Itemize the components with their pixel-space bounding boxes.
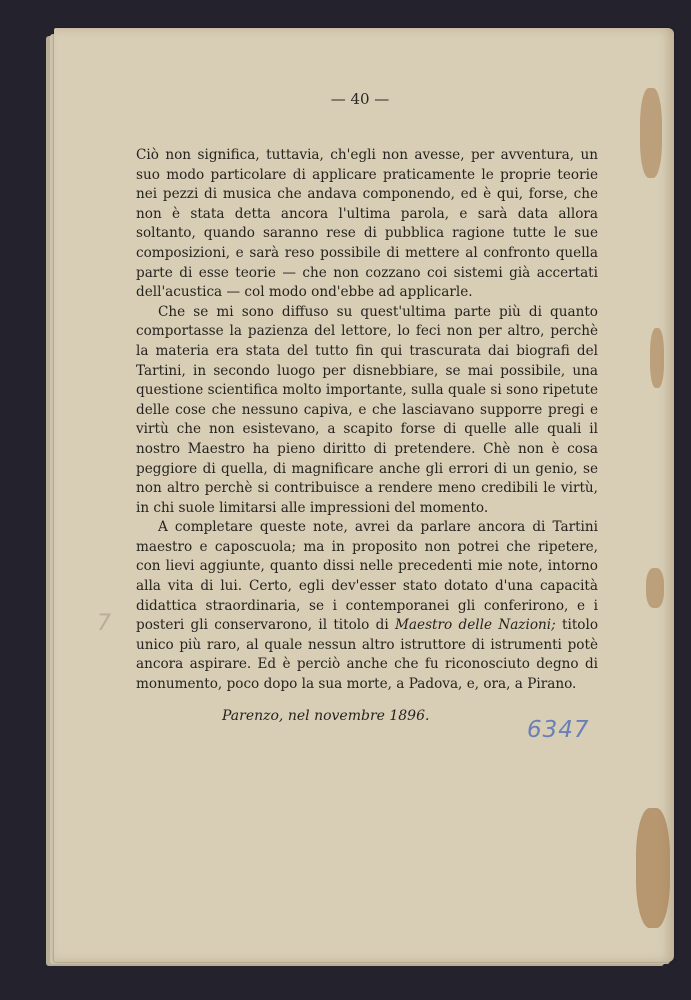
italic-title: Maestro delle Nazioni; (395, 617, 556, 634)
paragraph-3-part-1: A completare queste note, avrei da parlare ancora di Tartini maestro e caposcuola; ma in proposito non potrei che ripetere, con lievi aggiunte, quanto dissi nelle precedenti mie note, intorno alla vita di lui. Certo, egli dev'esser stato dotato d'una capacità didattica straordinaria, se i contemporanei gli conferirono, e i posteri gli conservarono, il titolo di (136, 519, 598, 634)
edge-stain (650, 328, 664, 388)
body-text (136, 146, 598, 695)
margin-pencil-mark: 7 (97, 611, 111, 636)
paragraph-3 (136, 518, 598, 694)
page-number: — 40 — (330, 90, 390, 108)
paragraph-3-part-2: titolo unico più raro, al quale nessun altro istruttore di istrumenti potè ancora aspirare. Ed è perciò anche che fu riconosciuto degno di monumento, poco dopo la sua morte, a Padova, e, ora, a Pirano. (136, 617, 599, 693)
place-date-signoff: Parenzo, nel novembre 1896. (222, 708, 430, 724)
paragraph-2: Che se mi sono diffuso su quest'ultima parte più di quanto comportasse la pazienza del lettore, lo feci non per altro, perchè la materia era stata del tutto fin qui trascurata dai biografi del Tartini, in secondo luogo per disnebbiare, se mai possibile, una questione scientifica molto importante, sulla quale si sono ripetute delle cose che nessuno capiva, e che lasciavano supporre pregi e virtù che non esistevano, a scapito forse di quelle alle quali il nostro Maestro ha pieno diritto di pretendere. Chè non è cosa peggiore di quella, di magnificare anche gli errori di un genio, se non altro perchè si contribuisce a rendere meno credibili le virtù, in chi suole limitarsi alle impressioni del momento. (136, 303, 598, 516)
edge-stain (640, 88, 662, 178)
paragraph-1: Ciò non significa, tuttavia, ch'egli non avesse, per avventura, un suo modo particolare di applicare praticamente le proprie teorie nei pezzi di musica che andava componendo, ed è qui, forse, che non è stata detta ancora l'ultima parola, e sarà data allora soltanto, quando saranno rese di pubblica ragione tutte le sue composizioni, e sarà reso possibile di mettere al confronto quella parte di esse teorie — che non cozzano coi sistemi già accertati dell'acustica — col modo ond'ebbe ad applicarle. (136, 147, 598, 301)
edge-stain (636, 808, 670, 928)
handwritten-inventory-number: 6347 (527, 717, 590, 743)
edge-stain (646, 568, 664, 608)
